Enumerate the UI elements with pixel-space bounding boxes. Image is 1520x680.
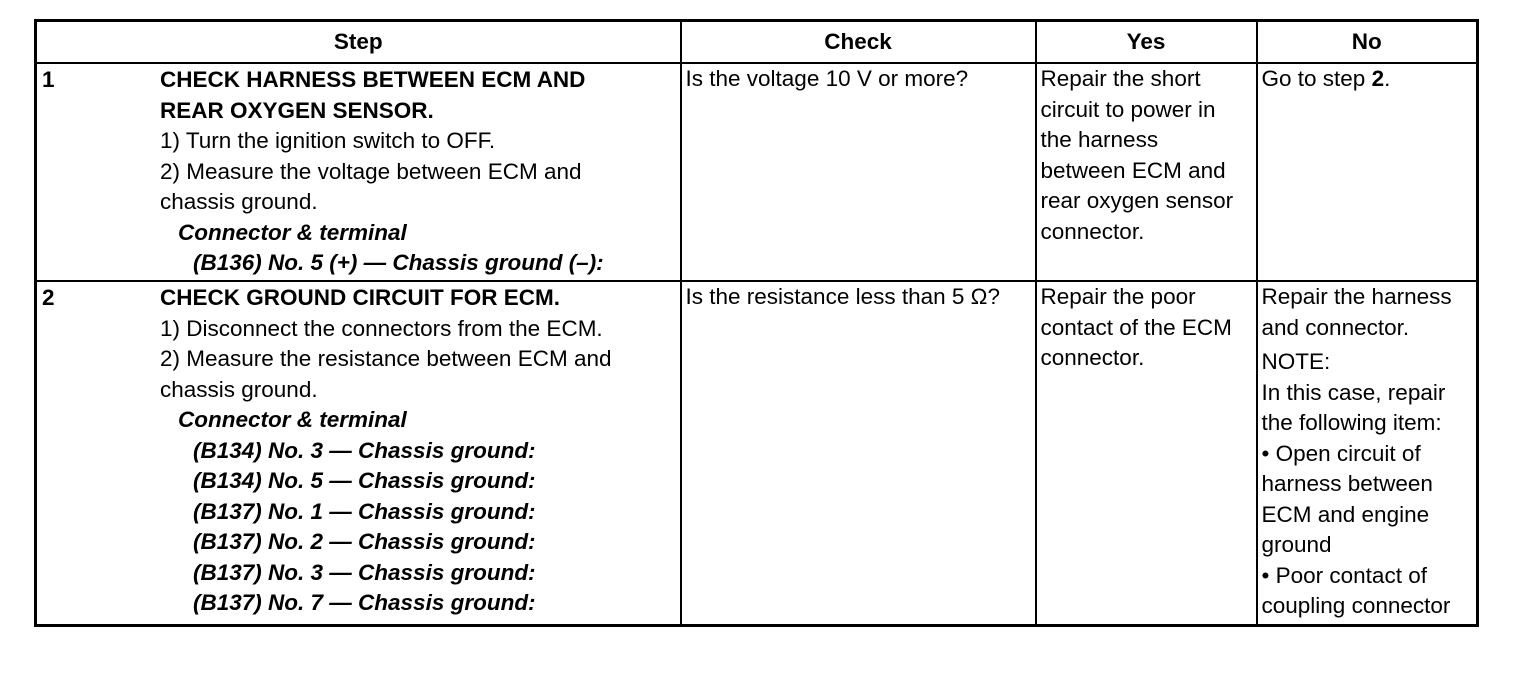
instruction: 2) Measure the voltage between ECM and — [160, 158, 582, 184]
yes-line: circuit to power in — [1040, 96, 1216, 122]
bullet-line: ground — [1261, 532, 1332, 557]
yes-line: contact of the ECM — [1040, 314, 1232, 340]
connector-spec: (B137) No. 7 — Chassis ground: — [193, 590, 536, 615]
note-line: the following item: — [1261, 410, 1442, 435]
step-number: 1 — [42, 67, 55, 92]
check-cell — [681, 63, 1036, 281]
instruction: chassis ground. — [160, 376, 318, 402]
step-title: CHECK GROUND CIRCUIT FOR ECM. — [160, 285, 560, 310]
connector-spec: (B137) No. 1 — Chassis ground: — [193, 498, 536, 524]
yes-line: rear oxygen sensor — [1040, 188, 1234, 213]
check-question: Is the resistance less than 5 Ω? — [685, 284, 1000, 309]
table-row — [36, 63, 1478, 281]
no-action — [1262, 64, 1473, 95]
bullet-line: • Open circuit of — [1261, 440, 1421, 466]
yes-line: Repair the poor — [1040, 284, 1196, 309]
no-step-ref: 2 — [1371, 66, 1385, 91]
note-label: NOTE: — [1261, 349, 1331, 374]
header-check: Check — [681, 21, 1036, 64]
no-suffix: . — [1384, 66, 1391, 91]
check-question: Is the voltage 10 V or more? — [685, 66, 969, 91]
yes-line: between ECM and — [1040, 157, 1226, 183]
step-number: 2 — [42, 285, 55, 310]
yes-line: connector. — [1040, 345, 1145, 370]
bullet-line: ECM and engine — [1261, 501, 1430, 527]
table-row — [36, 281, 1478, 625]
no-cell — [1257, 63, 1478, 281]
bullet-line: coupling connector — [1261, 593, 1451, 618]
no-cell — [1257, 281, 1478, 625]
connector-spec: (B134) No. 3 — Chassis ground: — [193, 437, 536, 463]
header-yes: Yes — [1036, 21, 1257, 64]
instruction: 2) Measure the resistance between ECM and — [160, 346, 612, 371]
bullet-line: harness between — [1261, 471, 1433, 496]
header-row — [36, 21, 1478, 64]
step-cell — [36, 63, 681, 281]
check-cell — [681, 281, 1036, 625]
header-step: Step — [36, 21, 681, 64]
yes-line: Repair the short — [1040, 66, 1201, 91]
step-title: REAR OXYGEN SENSOR. — [160, 97, 434, 123]
connector-spec: (B137) No. 2 — Chassis ground: — [193, 529, 536, 554]
no-line: and connector. — [1261, 314, 1410, 340]
diagnostic-table — [34, 19, 1479, 627]
yes-cell — [1036, 281, 1257, 625]
no-prefix: Go to step — [1261, 66, 1372, 91]
connector-heading: Connector & terminal — [178, 219, 407, 245]
note-line: In this case, repair — [1261, 379, 1446, 405]
bullet-line: • Poor contact of — [1261, 562, 1427, 588]
connector-heading: Connector & terminal — [178, 407, 407, 432]
yes-cell — [1036, 63, 1257, 281]
step-title: CHECK HARNESS BETWEEN ECM AND — [160, 67, 586, 92]
no-line: Repair the harness — [1261, 284, 1452, 309]
yes-line: connector. — [1040, 218, 1145, 244]
yes-line: the harness — [1040, 127, 1159, 152]
connector-spec: (B134) No. 5 — Chassis ground: — [193, 468, 536, 493]
connector-spec: (B136) No. 5 (+) — Chassis ground (–): — [193, 250, 604, 275]
instruction: chassis ground. — [160, 189, 318, 214]
connector-spec: (B137) No. 3 — Chassis ground: — [193, 559, 536, 585]
header-no: No — [1257, 21, 1478, 64]
instruction: 1) Disconnect the connectors from the ECM. — [160, 315, 603, 341]
instruction: 1) Turn the ignition switch to OFF. — [160, 128, 496, 153]
step-cell — [36, 281, 681, 625]
